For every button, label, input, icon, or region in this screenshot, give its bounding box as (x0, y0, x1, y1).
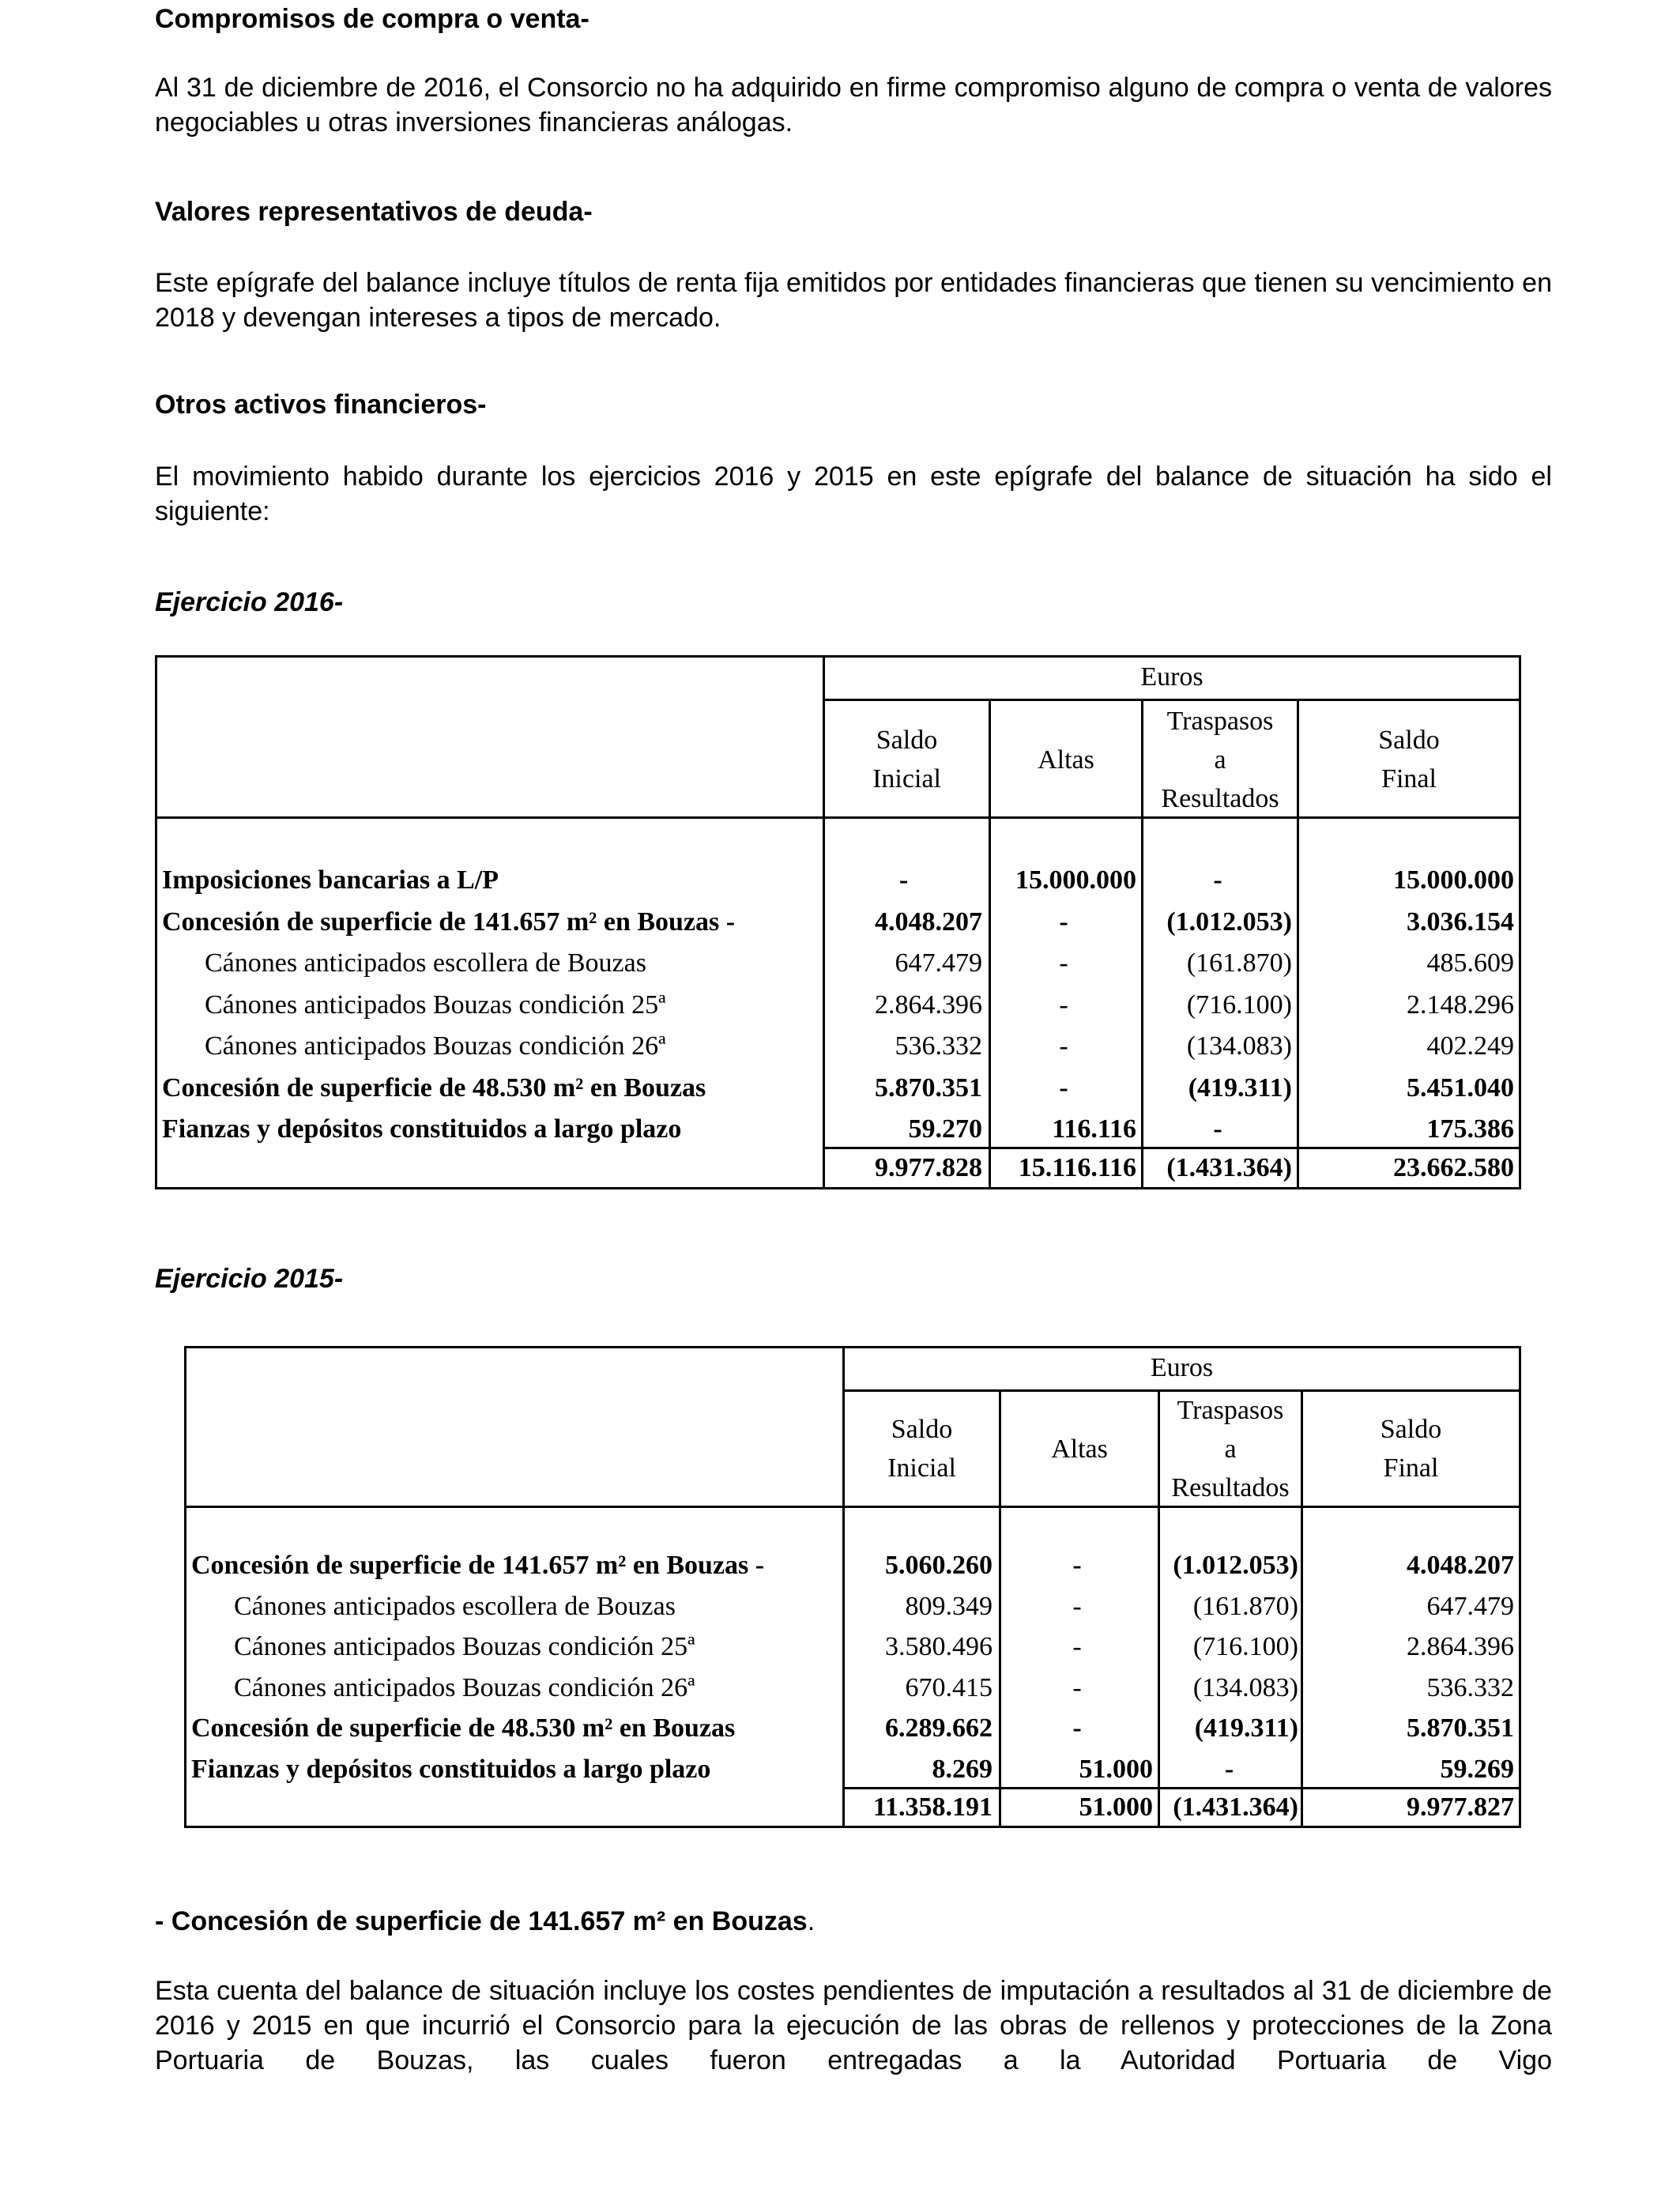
table-cell-saldo-final: 5.451.040 (1407, 1072, 1514, 1103)
table-cell-saldo-inicial: 647.479 (895, 948, 982, 978)
table-cell-saldo-inicial: 2.864.396 (875, 990, 982, 1020)
table-row-label: Cánones anticipados escollera de Bouzas (234, 1591, 676, 1621)
table-cell-saldo-inicial: 4.048.207 (875, 907, 982, 937)
table-row-label: Cánones anticipados Bouzas condición 26ª (205, 1031, 666, 1061)
header-traspasos-line2: a (1224, 1434, 1237, 1464)
table-cell-traspasos: (134.083) (1192, 1672, 1298, 1702)
table-cell-traspasos: (419.311) (1188, 1072, 1292, 1103)
table-cell-saldo-final: 3.036.154 (1407, 907, 1514, 937)
table-ejercicio-2016 (155, 655, 1521, 1189)
table-cell-altas: - (1072, 1713, 1082, 1743)
table-cell-saldo-final: 647.479 (1426, 1591, 1514, 1621)
table-cell-traspasos: (419.311) (1194, 1713, 1298, 1743)
heading-ejercicio-2016: Ejercicio 2016- (155, 587, 344, 617)
table-cell-saldo-inicial: 670.415 (905, 1672, 993, 1702)
table-row-label: Cánones anticipados Bouzas condición 26ª (234, 1672, 695, 1702)
table-cell-traspasos: (1.012.053) (1173, 1551, 1298, 1580)
paragraph-concesion: Esta cuenta del balance de situación incluye los costes pendientes de imputación a resultados al 31 de diciembre de 2016 y 2015 en que incurrió el Consorcio para la ejecución de las obras de rellenos y protecciones de la Zona Portuaria de Bouzas, las cuales fueron entregadas a la Autoridad Portuaria de Vigo (155, 1976, 1552, 2075)
table-cell-traspasos: - (1224, 1754, 1234, 1784)
table-cell-saldo-inicial: 3.580.496 (885, 1632, 993, 1661)
heading-concesion (155, 1904, 815, 1939)
table-cell-altas: - (1059, 1072, 1068, 1103)
header-altas: Altas (1051, 1434, 1108, 1464)
table-cell-saldo-inicial: 809.349 (905, 1591, 993, 1621)
header-saldo-final-line1: Saldo (1378, 726, 1440, 755)
table-total-altas: 51.000 (1079, 1793, 1153, 1822)
table-total-saldo-final: 9.977.827 (1407, 1793, 1514, 1822)
table-row-label: Concesión de superficie de 48.530 m² en Bouzas (191, 1713, 736, 1743)
table-cell-saldo-final: 2.148.296 (1407, 990, 1514, 1020)
table-cell-saldo-inicial: 5.060.260 (885, 1551, 993, 1580)
table-cell-saldo-final: 15.000.000 (1393, 865, 1514, 895)
table-cell-altas: 15.000.000 (1015, 865, 1136, 895)
table-row-label: Cánones anticipados Bouzas condición 25ª (205, 990, 666, 1020)
heading-valores: Valores representativos de deuda- (155, 197, 593, 227)
paragraph-compromisos: Al 31 de diciembre de 2016, el Consorcio no ha adquirido en firme compromiso alguno de compra o venta de valores negociables u otras inversiones financieras análogas. (155, 73, 1552, 138)
heading-compromisos: Compromisos de compra o venta- (155, 4, 590, 34)
table-row-label: Fianzas y depósitos constituidos a largo plazo (162, 1114, 682, 1144)
table-cell-saldo-inicial: 59.270 (908, 1114, 982, 1144)
table-total-saldo-inicial: 9.977.828 (875, 1153, 982, 1182)
table-cell-traspasos: (161.870) (1186, 948, 1292, 978)
table-cell-traspasos: (716.100) (1192, 1632, 1298, 1661)
table-cell-saldo-final: 4.048.207 (1407, 1551, 1514, 1580)
header-traspasos-line3: Resultados (1161, 784, 1279, 813)
table-cell-altas: - (1072, 1672, 1082, 1702)
header-saldo-inicial-line1: Saldo (891, 1415, 953, 1444)
heading-concesion-suffix: . (807, 1906, 816, 1936)
header-euros: Euros (1140, 662, 1203, 692)
table-cell-traspasos: (161.870) (1192, 1591, 1298, 1621)
table-row-label: Cánones anticipados Bouzas condición 25ª (234, 1632, 695, 1661)
paragraph-valores: Este epígrafe del balance incluye títulos de renta fija emitidos por entidades financieras que tienen su vencimiento en 2018 y devengan intereses a tipos de mercado. (155, 268, 1552, 333)
heading-ejercicio-2015: Ejercicio 2015- (155, 1264, 344, 1294)
table-cell-traspasos: (134.083) (1186, 1031, 1292, 1061)
table-cell-altas: - (1072, 1591, 1082, 1621)
header-saldo-inicial-line1: Saldo (876, 726, 938, 755)
table-row-label: Cánones anticipados escollera de Bouzas (205, 948, 646, 978)
table-row-label: Imposiciones bancarias a L/P (162, 865, 499, 895)
header-saldo-inicial-line2: Inicial (872, 764, 941, 794)
table-cell-altas: - (1059, 907, 1068, 937)
table-cell-saldo-inicial: - (898, 865, 909, 895)
table-cell-saldo-final: 5.870.351 (1407, 1713, 1514, 1743)
table-cell-traspasos: - (1213, 1114, 1222, 1144)
table-cell-saldo-final: 485.609 (1426, 948, 1514, 978)
header-saldo-final-line2: Final (1381, 764, 1437, 794)
table-cell-saldo-inicial: 5.870.351 (875, 1072, 982, 1103)
paragraph-otros: El movimiento habido durante los ejercicios 2016 y 2015 en este epígrafe del balance de situación ha sido el siguiente: (155, 462, 1552, 526)
header-traspasos-line1: Traspasos (1177, 1396, 1284, 1425)
table-cell-altas: 51.000 (1079, 1754, 1153, 1784)
table-cell-altas: 116.116 (1052, 1114, 1136, 1144)
table-row-label: Concesión de superficie de 48.530 m² en Bouzas (162, 1072, 706, 1103)
table-cell-saldo-final: 536.332 (1426, 1672, 1514, 1702)
table-row-label: Concesión de superficie de 141.657 m² en Bouzas - (162, 907, 736, 937)
table-cell-saldo-final: 402.249 (1426, 1031, 1514, 1061)
header-saldo-inicial-line2: Inicial (887, 1453, 956, 1483)
header-altas: Altas (1038, 745, 1094, 775)
table-cell-altas: - (1072, 1632, 1082, 1661)
heading-otros: Otros activos financieros- (155, 390, 487, 420)
table-cell-altas: - (1072, 1551, 1082, 1580)
header-saldo-final-line2: Final (1383, 1453, 1439, 1483)
table-cell-traspasos: - (1213, 865, 1222, 895)
table-cell-saldo-inicial: 6.289.662 (885, 1713, 993, 1743)
table-total-saldo-final: 23.662.580 (1393, 1153, 1514, 1182)
table-total-saldo-inicial: 11.358.191 (872, 1793, 993, 1822)
table-cell-traspasos: (716.100) (1186, 990, 1292, 1020)
table-row-label: Fianzas y depósitos constituidos a largo plazo (191, 1754, 711, 1784)
header-saldo-final-line1: Saldo (1380, 1415, 1442, 1444)
header-traspasos-line1: Traspasos (1166, 707, 1274, 736)
table-cell-saldo-final: 2.864.396 (1407, 1632, 1514, 1661)
header-euros: Euros (1150, 1353, 1214, 1382)
table-cell-saldo-inicial: 8.269 (932, 1754, 993, 1784)
table-cell-traspasos: (1.012.053) (1166, 907, 1292, 937)
table-cell-saldo-final: 175.386 (1426, 1114, 1514, 1144)
heading-concesion-text: - Concesión de superficie de 141.657 m² en Bouzas (155, 1906, 808, 1936)
table-row-label: Concesión de superficie de 141.657 m² en Bouzas - (191, 1551, 765, 1580)
table-cell-altas: - (1059, 990, 1068, 1020)
header-traspasos-line3: Resultados (1171, 1473, 1290, 1502)
table-ejercicio-2015 (184, 1346, 1521, 1828)
table-cell-altas: - (1059, 1031, 1068, 1061)
header-traspasos-line2: a (1214, 745, 1226, 775)
table-total-traspasos: (1.431.364) (1173, 1793, 1298, 1822)
table-total-altas: 15.116.116 (1018, 1153, 1136, 1182)
table-cell-saldo-inicial: 536.332 (895, 1031, 982, 1061)
table-cell-altas: - (1059, 948, 1068, 978)
table-total-traspasos: (1.431.364) (1166, 1153, 1292, 1182)
table-cell-saldo-final: 59.269 (1440, 1754, 1514, 1784)
